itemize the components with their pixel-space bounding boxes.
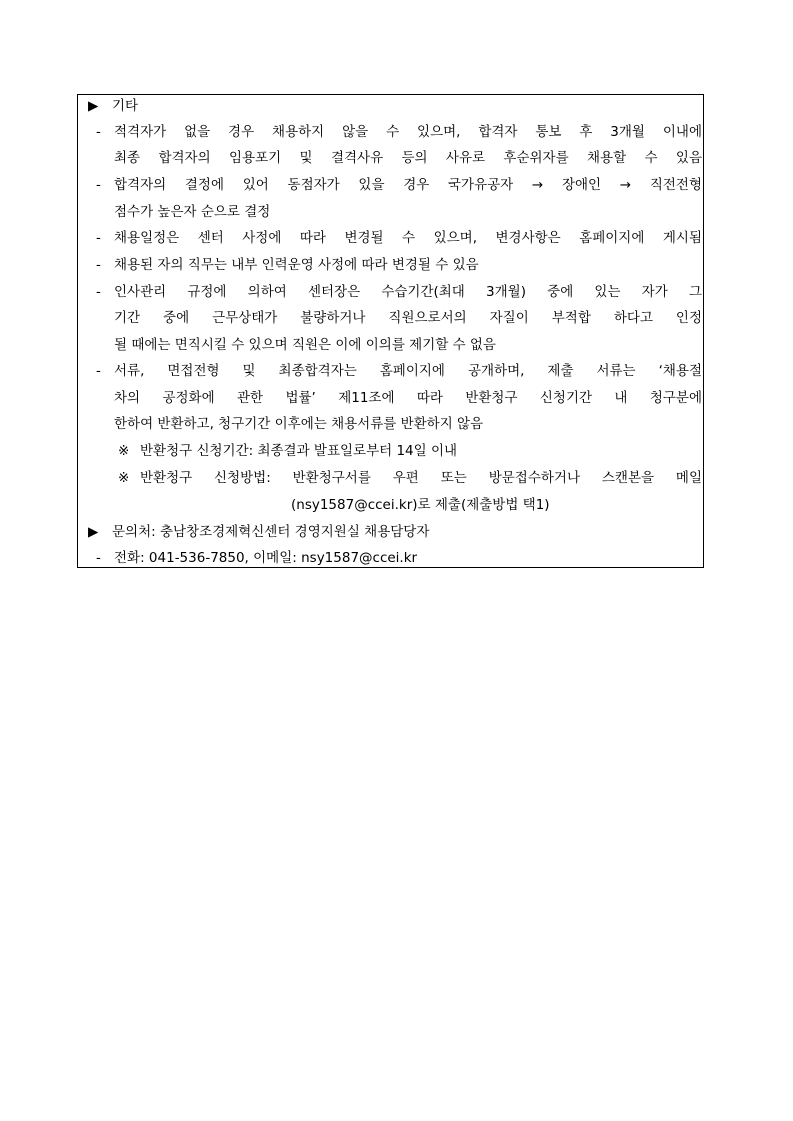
item-text: 채용된 자의 직무는 내부 인력운영 사정에 따라 변경될 수 있음 [114,257,479,273]
item-text: 합격자의 결정에 있어 동점자가 있을 경우 국가유공자 → 장애인 → 직전전형 [114,177,702,193]
dash-bullet: - [96,363,101,379]
note-text: 반환청구 신청기간: 최종결과 발표일로부터 14일 이내 [140,443,458,459]
item-text: 한하여 반환하고, 청구기간 이후에는 채용서류를 반환하지 않음 [114,416,484,432]
dash-bullet: - [96,284,101,300]
item-text: 기간 중에 근무상태가 불량하거나 직원으로서의 자질이 부적합 하다고 인정 [114,310,702,326]
item-text: 채용일정은 센터 사정에 따라 변경될 수 있으며, 변경사항은 홈페이지에 게시됨 [114,230,702,246]
item-text: 될 때에는 면직시킬 수 있으며 직원은 이에 이의를 제기할 수 없음 [114,337,496,353]
notice-box [77,94,704,568]
reference-mark-icon: ※ [118,443,130,459]
dash-bullet: - [96,550,101,566]
note-text: 반환청구 신청방법: 반환청구서를 우편 또는 방문접수하거나 스캔본을 메일 [140,470,702,486]
item-text: 적격자가 없을 경우 채용하지 않을 수 있으며, 합격자 통보 후 3개월 이내에 [114,124,702,140]
item-text: 점수가 높은자 순으로 결정 [114,204,271,220]
item-text: 서류, 면접전형 및 최종합격자는 홈페이지에 공개하며, 제출 서류는 ‘채용절 [114,363,702,379]
contact-phone-email: 전화: 041-536-7850, 이메일: nsy1587@ccei.kr [114,550,418,566]
dash-bullet: - [96,230,101,246]
note-email-text: (nsy1587@ccei.kr)로 제출(제출방법 택1) [291,497,550,513]
item-text: 인사관리 규정에 의하여 센터장은 수습기간(최대 3개월) 중에 있는 자가 그 [114,284,702,300]
triangle-bullet-icon: ▶ [88,98,99,114]
contact-title: 문의처: 충남창조경제혁신센터 경영지원실 채용담당자 [112,524,430,540]
dash-bullet: - [96,124,101,140]
reference-mark-icon: ※ [118,470,130,486]
item-text: 차의 공정화에 관한 법률’ 제11조에 따라 반환청구 신청기간 내 청구분에 [114,390,702,406]
item-text: 최종 합격자의 임용포기 및 결격사유 등의 사유로 후순위자를 채용할 수 있음 [114,150,702,166]
dash-bullet: - [96,177,101,193]
dash-bullet: - [96,257,101,273]
triangle-bullet-icon: ▶ [88,524,99,540]
section-title: 기타 [112,98,139,114]
